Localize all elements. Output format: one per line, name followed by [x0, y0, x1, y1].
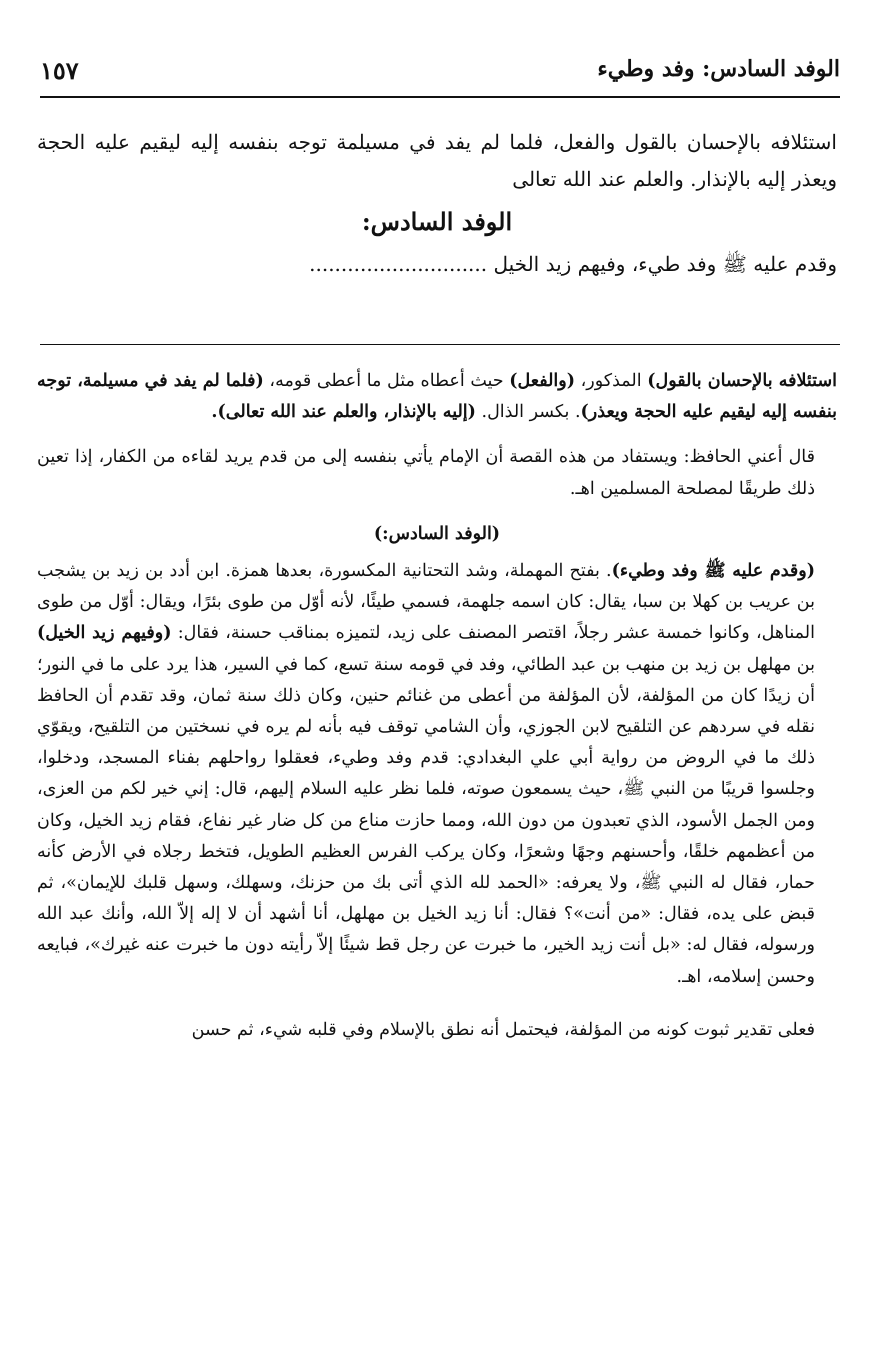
commentary-text: حيث أعطاه مثل ما أعطى قومه،	[263, 371, 510, 391]
main-text-sentence: وقدم عليه ﷺ وفد طيء، وفيهم زيد الخيل	[493, 252, 837, 276]
continuation-dots: ............................	[309, 252, 488, 276]
commentary	[37, 366, 837, 1060]
commentary-paragraph-1	[37, 366, 837, 428]
section-heading: الوفد السادس:	[361, 207, 513, 236]
commentary-text: بن مهلهل بن زيد بن منهب بن عبد الطائي، وفد في قومه سنة تسع، كما في السير، هذا يرد على ما في النور؛ أن زيدًا كان من المؤلفة، لأن المؤلفة من أعطى من غنائم حنين، وكان ذلك سنة ثمان، وقد تقدم أن الحافظ نقله في سردهم عن التلقيح لابن الجوزي، وأن الشامي توقف فيه بأنه لم يره في نسختين من التلقيح، ويقوّي ذلك ما في الروض من رواية أبي علي البغدادي: قدم وفد وطيء، فعقلوا رواحلهم بفناء المسجد، ودخلوا، وجلسوا قريبًا من النبي ﷺ، حيث يسمعون صوته، فلما نظر عليه السلام إليهم، قال: إني خير لكم من العزى، ومن الجمل الأسود، الذي تعبدون من دون الله، ومما حازت مناع من كل ضار غير نفاع، فقام زيد الخيل، وكان من أعظمهم خلقًا، وأحسنهم وجهًا وشعرًا، وكان يركب الفرس العظيم الطويل، فتخط رجلاه في الأرض كأنه حمار، فقال له النبي ﷺ، ولا يعرفه: «الحمد لله الذي أتى بك من حزنك، وسهلك، وسهل قلبك للإيمان»، ثم قبض على يده، فقال: «من أنت»؟ فقال: أنا زيد الخيل بن مهلهل، أنا أشهد أن لا إله إلاّ الله، وأنك عبد الله ورسوله، فقال له: «بل أنت زيد الخير، ما خبرت عن رجل قط شيئًا إلاّ رأيته دون ما خبرت عنه غيرك»، فبايعه وحسن إسلامه، اهـ.	[37, 654, 815, 987]
commentary-paragraph-3	[37, 556, 837, 993]
quoted-text: استئلافه بالإحسان بالقول)	[647, 371, 837, 391]
main-text-paragraph: استئلافه بالإحسان بالقول والفعل، فلما لم يفد في مسيلمة توجه بنفسه إليه ليقيم عليه الحجة ويعذر إليه بالإنذار. والعلم عند الله تعالى	[37, 130, 837, 191]
commentary-divider	[40, 344, 840, 345]
quoted-text: (إليه بالإنذار، والعلم عند الله تعالى).	[211, 402, 476, 423]
main-text-line	[37, 246, 837, 283]
running-title: الوفد السادس: وفد وطيء	[597, 56, 840, 82]
quoted-text: (فلما لم يفد في مسيلمة، توجه بنفسه إليه ليقيم عليه الحجة ويعذر)	[37, 371, 837, 423]
commentary-text: المذكور،	[575, 371, 648, 391]
commentary-heading: (الوفد السادس:)	[373, 523, 501, 544]
header-rule	[40, 96, 840, 98]
quoted-text: (وفيهم زيد الخيل)	[37, 623, 172, 644]
commentary-text: . بفتح المهملة، وشد التحتانية المكسورة، بعدها همزة. ابن أدد بن زيد بن يشجب بن عريب بن كهلا بن سبا، يقال: كان اسمه جلهمة، فسمي طيئًا، لأنه أوّل من طوى بئرًا، ويقال: أوّل من طوى المناهل، وكانوا خمسة عشر رجلاً، اقتصر المصنف على زيد، لتميزه بمناقب حسنة، فقال:	[37, 561, 816, 644]
quoted-text: (وقدم عليه ﷺ وفد وطيء)	[611, 561, 815, 582]
commentary-paragraph-2: قال أعني الحافظ: ويستفاد من هذه القصة أن الإمام يأتي بنفسه إلى من قدم يريد لقاءه من الكفار، إذا تعين ذلك طريقًا لمصلحة المسلمين اهـ.	[37, 447, 815, 499]
commentary-paragraph-4: فعلى تقدير ثبوت كونه من المؤلفة، فيحتمل أنه نطق بالإسلام وفي قلبه شيء، ثم حسن	[191, 1019, 815, 1040]
main-text	[37, 124, 837, 283]
page-header	[40, 52, 840, 92]
page-number: ١٥٧	[40, 56, 79, 85]
commentary-text: . بكسر الذال.	[475, 402, 581, 423]
quoted-text: (والفعل)	[509, 371, 575, 391]
